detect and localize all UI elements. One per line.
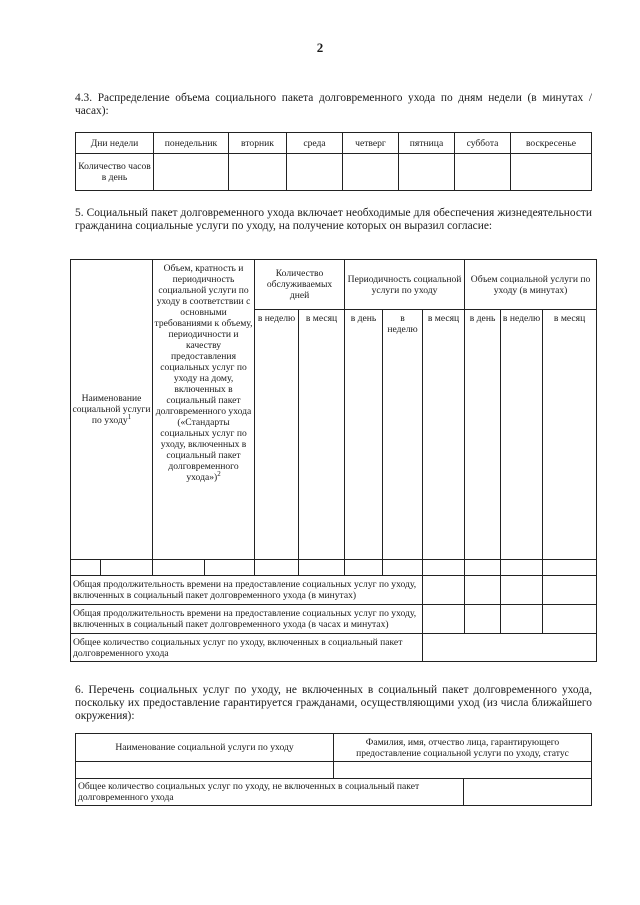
hours-cell[interactable] (287, 154, 343, 191)
total-hours-label: Общая продолжительность времени на предоставление социальных услуг по уходу, включенных в социальный пакет долговременного ухода (в часах и минутах) (71, 605, 423, 634)
data-cell[interactable] (423, 560, 465, 576)
sub-days-week: в неделю (255, 310, 299, 560)
col-minutes-volume: Объем социальной услуги по уходу (в минутах) (465, 260, 597, 310)
data-cell[interactable] (334, 762, 592, 779)
excluded-services-table (75, 733, 592, 806)
page-number: 2 (316, 40, 324, 55)
col-service-name: Наименование социальной услуги по уходу$^1$ (71, 260, 153, 560)
hours-cell[interactable] (343, 154, 399, 191)
weekday-distribution-table (75, 132, 592, 191)
sub-period-day: в день (345, 310, 383, 560)
data-cell[interactable] (153, 560, 205, 576)
data-cell[interactable] (255, 560, 299, 576)
day-monday: понедельник (154, 133, 229, 154)
data-cell[interactable] (465, 560, 501, 576)
excluded-total-cell[interactable] (464, 779, 592, 806)
total-cell[interactable] (543, 576, 597, 605)
hours-cell[interactable] (511, 154, 592, 191)
hours-cell[interactable] (229, 154, 287, 191)
hours-cell[interactable] (154, 154, 229, 191)
total-cell[interactable] (501, 576, 543, 605)
data-cell[interactable] (299, 560, 345, 576)
hours-per-day-label: Количество часов в день (76, 154, 154, 191)
day-tuesday: вторник (229, 133, 287, 154)
total-cell[interactable] (423, 605, 465, 634)
data-cell[interactable] (345, 560, 383, 576)
data-cell[interactable] (383, 560, 423, 576)
data-cell[interactable] (101, 560, 153, 576)
total-cell[interactable] (501, 605, 543, 634)
total-cell[interactable] (543, 605, 597, 634)
day-thursday: четверг (343, 133, 399, 154)
data-cell[interactable] (76, 762, 334, 779)
total-minutes-label: Общая продолжительность времени на предоставление социальных услуг по уходу, включенных в социальный пакет долговременного ухода (в минутах) (71, 576, 423, 605)
hours-cell[interactable] (455, 154, 511, 191)
col-excluded-service-name: Наименование социальной услуги по уходу (76, 734, 334, 762)
section-5-heading: 5. Социальный пакет долговременного ухода включает необходимые для обеспечения жизнедеятельности гражданина социальные услуги по уходу, на получение которых он выразил согласие: (75, 207, 592, 232)
sub-period-week: в неделю (383, 310, 423, 560)
data-cell[interactable] (543, 560, 597, 576)
section-6-heading: 6. Перечень социальных услуг по уходу, не включенных в социальный пакет долговременного ухода, поскольку их предоставление гарантируется гражданами, осуществляющими уход (из числа ближайшего окружения): (75, 684, 592, 722)
data-cell[interactable] (501, 560, 543, 576)
days-header-label: Дни недели (76, 133, 154, 154)
data-cell[interactable] (205, 560, 255, 576)
sub-minutes-day: в день (465, 310, 501, 560)
col-days-count: Количество обслуживаемых дней (255, 260, 345, 310)
total-cell[interactable] (465, 605, 501, 634)
sub-period-month: в месяц (423, 310, 465, 560)
col-periodicity: Периодичность социальной услуги по уходу (345, 260, 465, 310)
hours-cell[interactable] (399, 154, 455, 191)
day-saturday: суббота (455, 133, 511, 154)
total-cell[interactable] (423, 576, 465, 605)
section-4-3-heading: 4.3. Распределение объема социального пакета долговременного ухода по дням недели (в минутах /часах): (75, 92, 592, 117)
total-cell[interactable] (465, 576, 501, 605)
total-count-label: Общее количество социальных услуг по уходу, включенных в социальный пакет долговременного ухода (71, 634, 423, 662)
services-table (70, 259, 597, 662)
data-cell[interactable] (71, 560, 101, 576)
sub-days-month: в месяц (299, 310, 345, 560)
day-friday: пятница (399, 133, 455, 154)
excluded-total-label: Общее количество социальных услуг по уходу, не включенных в социальный пакет долговременного ухода (76, 779, 464, 806)
total-count-cell[interactable] (423, 634, 597, 662)
day-sunday: воскресенье (511, 133, 592, 154)
sub-minutes-month: в месяц (543, 310, 597, 560)
day-wednesday: среда (287, 133, 343, 154)
col-volume-standards: Объем, кратность и периодичность социальной услуги по уходу в соответствии с основными требованиями к объему, периодичности и качеству предоставления социальных услуг по уходу на дому, включенных в социальный пакет долговременного ухода («Стандарты социальных услуг по уходу, включенных в социальный пакет долговременного ухода»)$^2$ (153, 260, 255, 560)
sub-minutes-week: в неделю (501, 310, 543, 560)
col-guarantor-person: Фамилия, имя, отчество лица, гарантирующего предоставление социальной услуги по уходу, статус (334, 734, 592, 762)
